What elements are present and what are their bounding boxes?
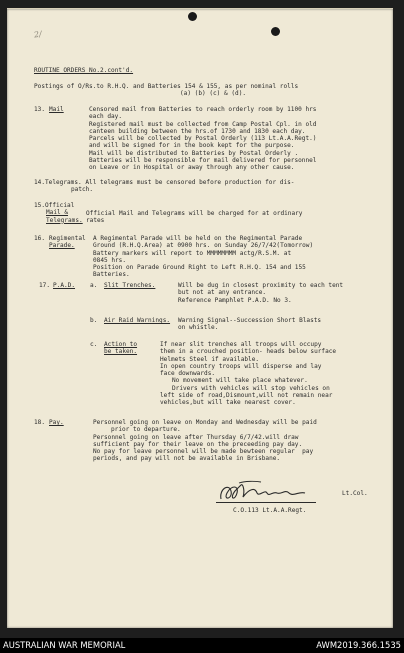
handwritten-annotation: 2/: [33, 29, 43, 40]
postings-line: (a) (b) (c) & (d).: [180, 90, 247, 97]
telegrams-text: 14.Telegrams. All telegrams must be censored before production for dis- patch.: [34, 179, 295, 194]
subitem-letter: a.: [90, 282, 98, 289]
footer-accession: AWM2019.366.1535: [316, 640, 401, 650]
parade-label: Regimental Parade.: [49, 235, 86, 250]
postings-line: Postings of O/Rs.to R.H.Q. and Batteries 154 & 155, as per nominal rolls: [34, 83, 299, 90]
footer-institution: AUSTRALIAN WAR MEMORIAL: [3, 640, 126, 650]
official-label: 15.Official Mail & Telegrams.: [34, 202, 83, 224]
item-number: 16.: [34, 235, 46, 242]
signature-rank: Lt.Col.: [342, 490, 368, 497]
item-number: 17.: [39, 282, 51, 289]
action-label: Action to be taken.: [104, 341, 138, 356]
signature-unit: C.O.113 Lt.A.A.Regt.: [233, 507, 307, 514]
slit-trenches-title: Slit Trenches.: [104, 282, 156, 289]
subitem-letter: c.: [90, 341, 98, 348]
slit-trenches-text: Will be dug in closest proximity to each tent but not at any entrance. Reference Pamphlet P.A.D. No 3.: [178, 282, 344, 304]
item-title-mail: Mail: [49, 106, 64, 113]
punch-hole: [188, 12, 197, 21]
pay-text: Personnel going on leave on Monday and Wednesday will be paid prior to departure. Personnel going on leave after Thursday 6/7/42.will draw sufficient pay for their leave on the preceeding pay day. No pay for leave personnel will be made bewteen regular pay periods, and pay will not be available in Brisbane.: [93, 419, 317, 463]
action-text: If near slit trenches all troops will occupy them in a crouched position- heads below surface Helmets Steel if available. In open country troops will disperse and lay face downwards. No movement will take place whatever. Drivers with vehicles will stop vehicles on left side of road,Dismount,will not remain near vehicles,but will take nearest cover.: [160, 341, 337, 407]
punch-hole: [271, 27, 280, 36]
item-title-pay: Pay.: [49, 419, 64, 426]
signature-line: [216, 502, 316, 503]
orders-header: ROUTINE ORDERS No.2.cont'd.: [34, 67, 134, 74]
item-number: 13.: [34, 106, 46, 113]
mail-text: Censored mail from Batteries to reach orderly room by 1100 hrs each day. Registered mail must be collected from Camp Postal Cpl. in old canteen building between the hrs.of 1730 and 1830 each day. Parcels will be collected by Postal Orderly (113 Lt.A.A.Regt.) and will be signed for in the book kept for the purpose. Mail will be distributed to Batteries by Postal Orderly . Batteries will be responsible for mail delivered for personnel on Leave or in Hospital or away through any other cause.: [89, 106, 317, 172]
parade-text: A Regimental Parade will be held on the Regimental Parade Ground (R.H.Q.Area) at 0900 hrs. on Sunday 26/7/42(Tomorrow) Battery markers will report to MMMMMMMM actg/R.S.M. at 0845 hrs. Position on Parade Ground Right to Left R.H.Q. 154 and 155 Batteries.: [93, 235, 314, 279]
footer-bar: [0, 638, 404, 653]
air-raid-text: Warning Signal--Succession Short Blasts on whistle.: [178, 317, 322, 332]
subitem-letter: b.: [90, 317, 98, 324]
official-text: Official Mail and Telegrams will be charged for at ordinary rates: [86, 210, 303, 225]
item-number: 18.: [34, 419, 46, 426]
air-raid-title: Air Raid Warnings.: [104, 317, 171, 324]
item-title-pad: P.A.D.: [53, 282, 76, 289]
